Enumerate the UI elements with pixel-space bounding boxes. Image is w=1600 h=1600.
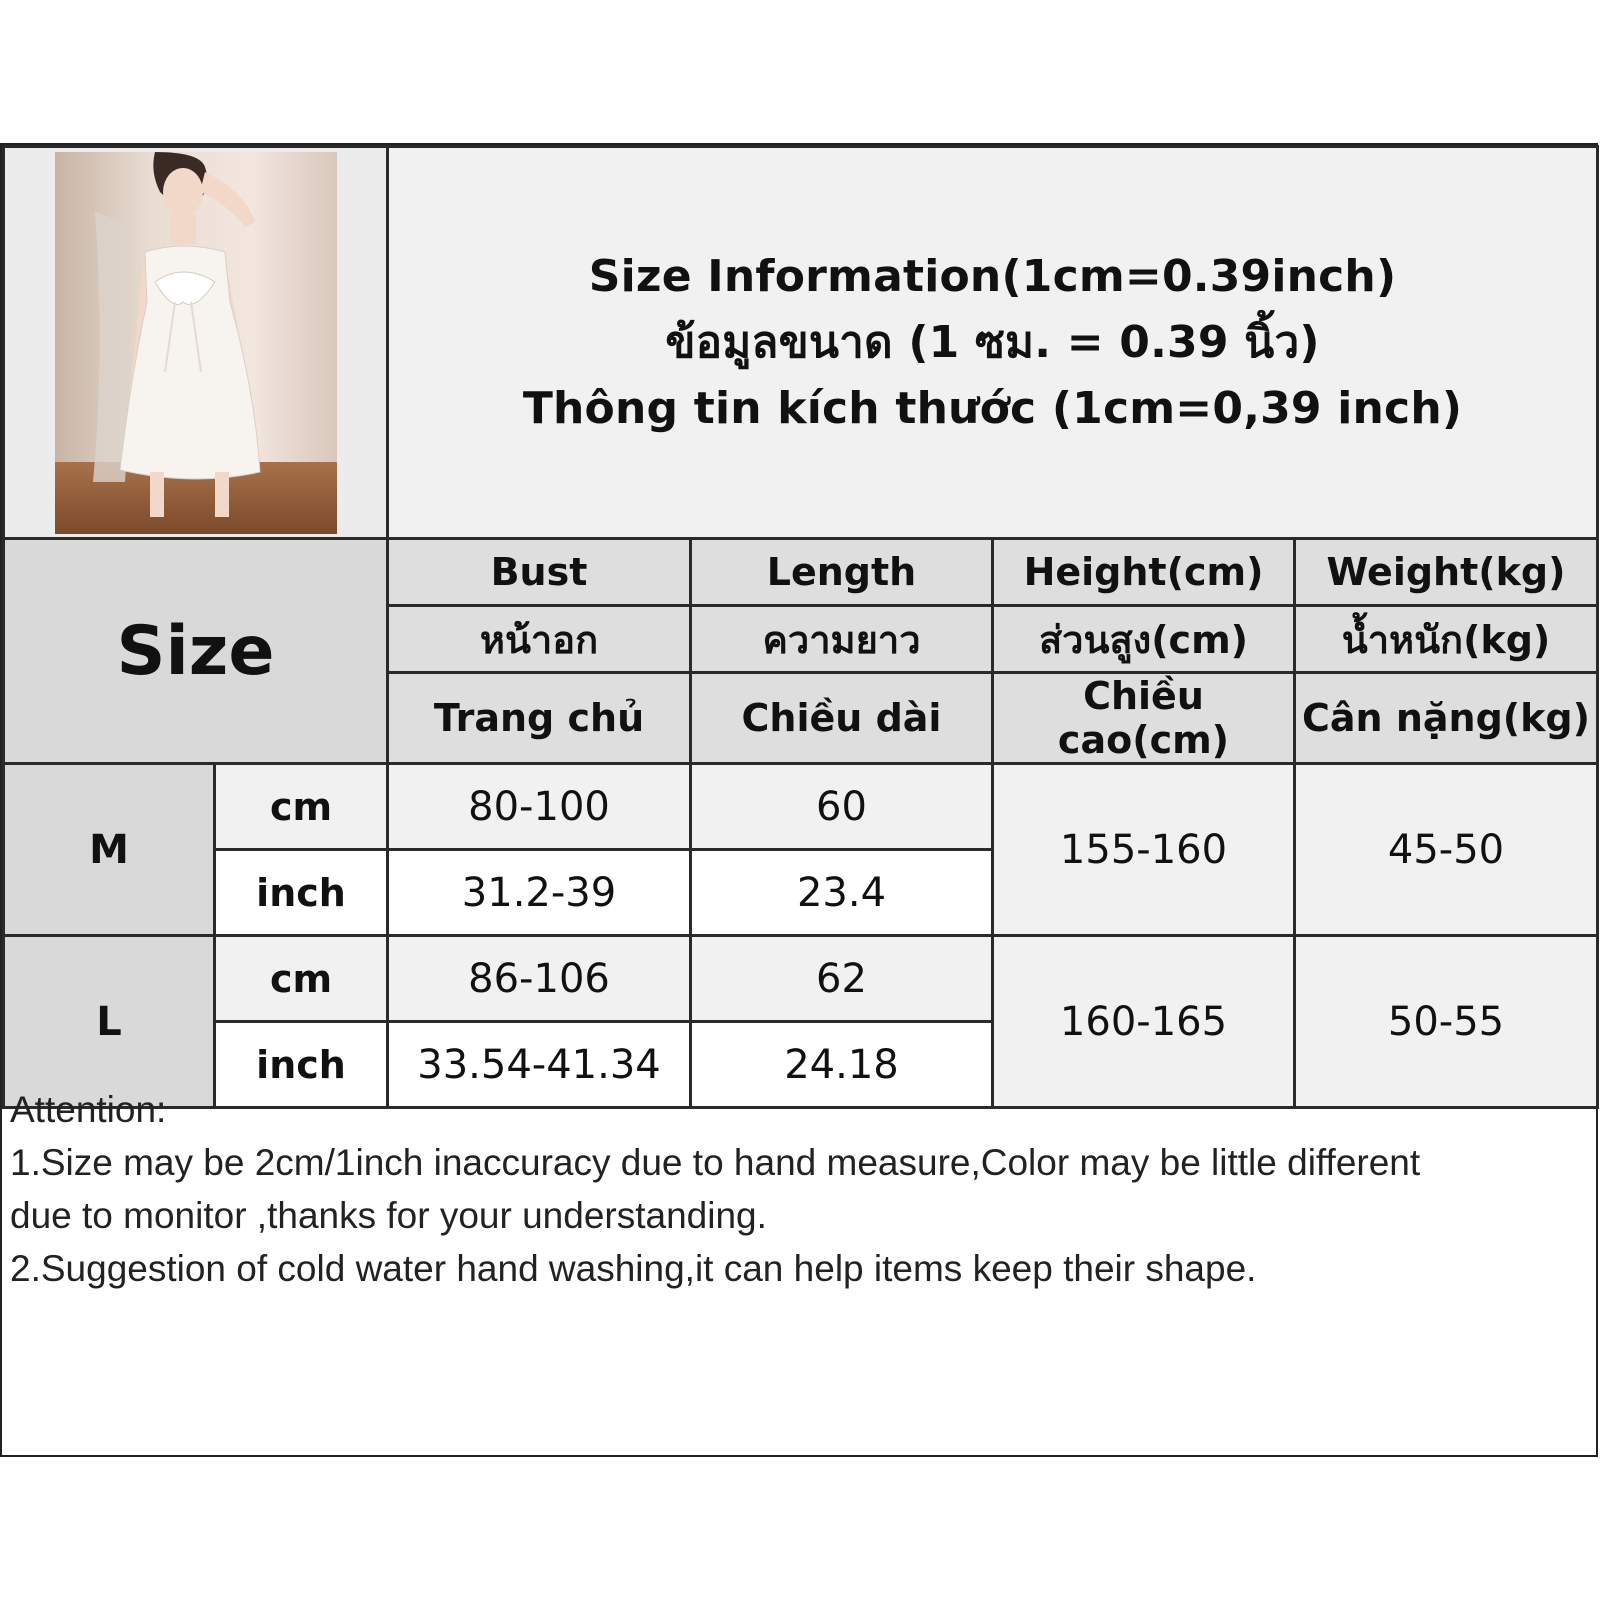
note-line: 1.Size may be 2cm/1inch inaccuracy due to hand measure,Color may be little different xyxy=(10,1142,1421,1183)
size-label-l: L xyxy=(4,936,215,1108)
size-table xyxy=(2,145,1599,1109)
unit-inch: inch xyxy=(215,850,388,936)
size-label-m: M xyxy=(4,764,215,936)
bust-inch-l: 33.54-41.34 xyxy=(388,1022,691,1108)
attention-notes xyxy=(10,1083,1590,1295)
col-header-weight-th: น้ำหนัก(kg) xyxy=(1295,606,1598,673)
weight-m: 45-50 xyxy=(1295,764,1598,936)
col-header-weight-vi: Cân nặng(kg) xyxy=(1295,673,1598,764)
col-header-bust-en: Bust xyxy=(388,539,691,606)
col-header-length-en: Length xyxy=(691,539,993,606)
weight-l: 50-55 xyxy=(1295,936,1598,1108)
unit-cm: cm xyxy=(215,936,388,1022)
table-row xyxy=(4,764,1598,850)
col-header-length-vi: Chiều dài xyxy=(691,673,993,764)
length-inch-l: 24.18 xyxy=(691,1022,993,1108)
size-header: Size xyxy=(4,539,388,764)
bust-cm-l: 86-106 xyxy=(388,936,691,1022)
product-photo-cell xyxy=(4,147,388,539)
col-header-height-en: Height(cm) xyxy=(993,539,1295,606)
bust-inch-m: 31.2-39 xyxy=(388,850,691,936)
title-cell xyxy=(388,147,1598,539)
title-vietnamese: Thông tin kích thước (1cm=0,39 inch) xyxy=(522,382,1463,434)
header-row-en xyxy=(4,539,1598,606)
col-header-height-th: ส่วนสูง(cm) xyxy=(993,606,1295,673)
table-row xyxy=(4,936,1598,1022)
length-cm-l: 62 xyxy=(691,936,993,1022)
product-photo xyxy=(55,152,337,534)
height-m: 155-160 xyxy=(993,764,1295,936)
unit-cm: cm xyxy=(215,764,388,850)
col-header-length-th: ความยาว xyxy=(691,606,993,673)
note-line: 2.Suggestion of cold water hand washing,it can help items keep their shape. xyxy=(10,1248,1257,1289)
notes-heading: Attention: xyxy=(10,1089,167,1130)
height-l: 160-165 xyxy=(993,936,1295,1108)
col-header-bust-vi: Trang chủ xyxy=(388,673,691,764)
title-row xyxy=(4,147,1598,539)
title-thai: ข้อมูลขนาด (1 ซม. = 0.39 นิ้ว) xyxy=(665,316,1320,368)
size-chart-sheet xyxy=(0,143,1598,1457)
col-header-height-vi: Chiều cao(cm) xyxy=(993,673,1295,764)
col-header-bust-th: หน้าอก xyxy=(388,606,691,673)
length-inch-m: 23.4 xyxy=(691,850,993,936)
col-header-weight-en: Weight(kg) xyxy=(1295,539,1598,606)
bust-cm-m: 80-100 xyxy=(388,764,691,850)
length-cm-m: 60 xyxy=(691,764,993,850)
unit-inch: inch xyxy=(215,1022,388,1108)
note-line: due to monitor ,thanks for your understanding. xyxy=(10,1195,767,1236)
title-english: Size Information(1cm=0.39inch) xyxy=(588,250,1397,302)
